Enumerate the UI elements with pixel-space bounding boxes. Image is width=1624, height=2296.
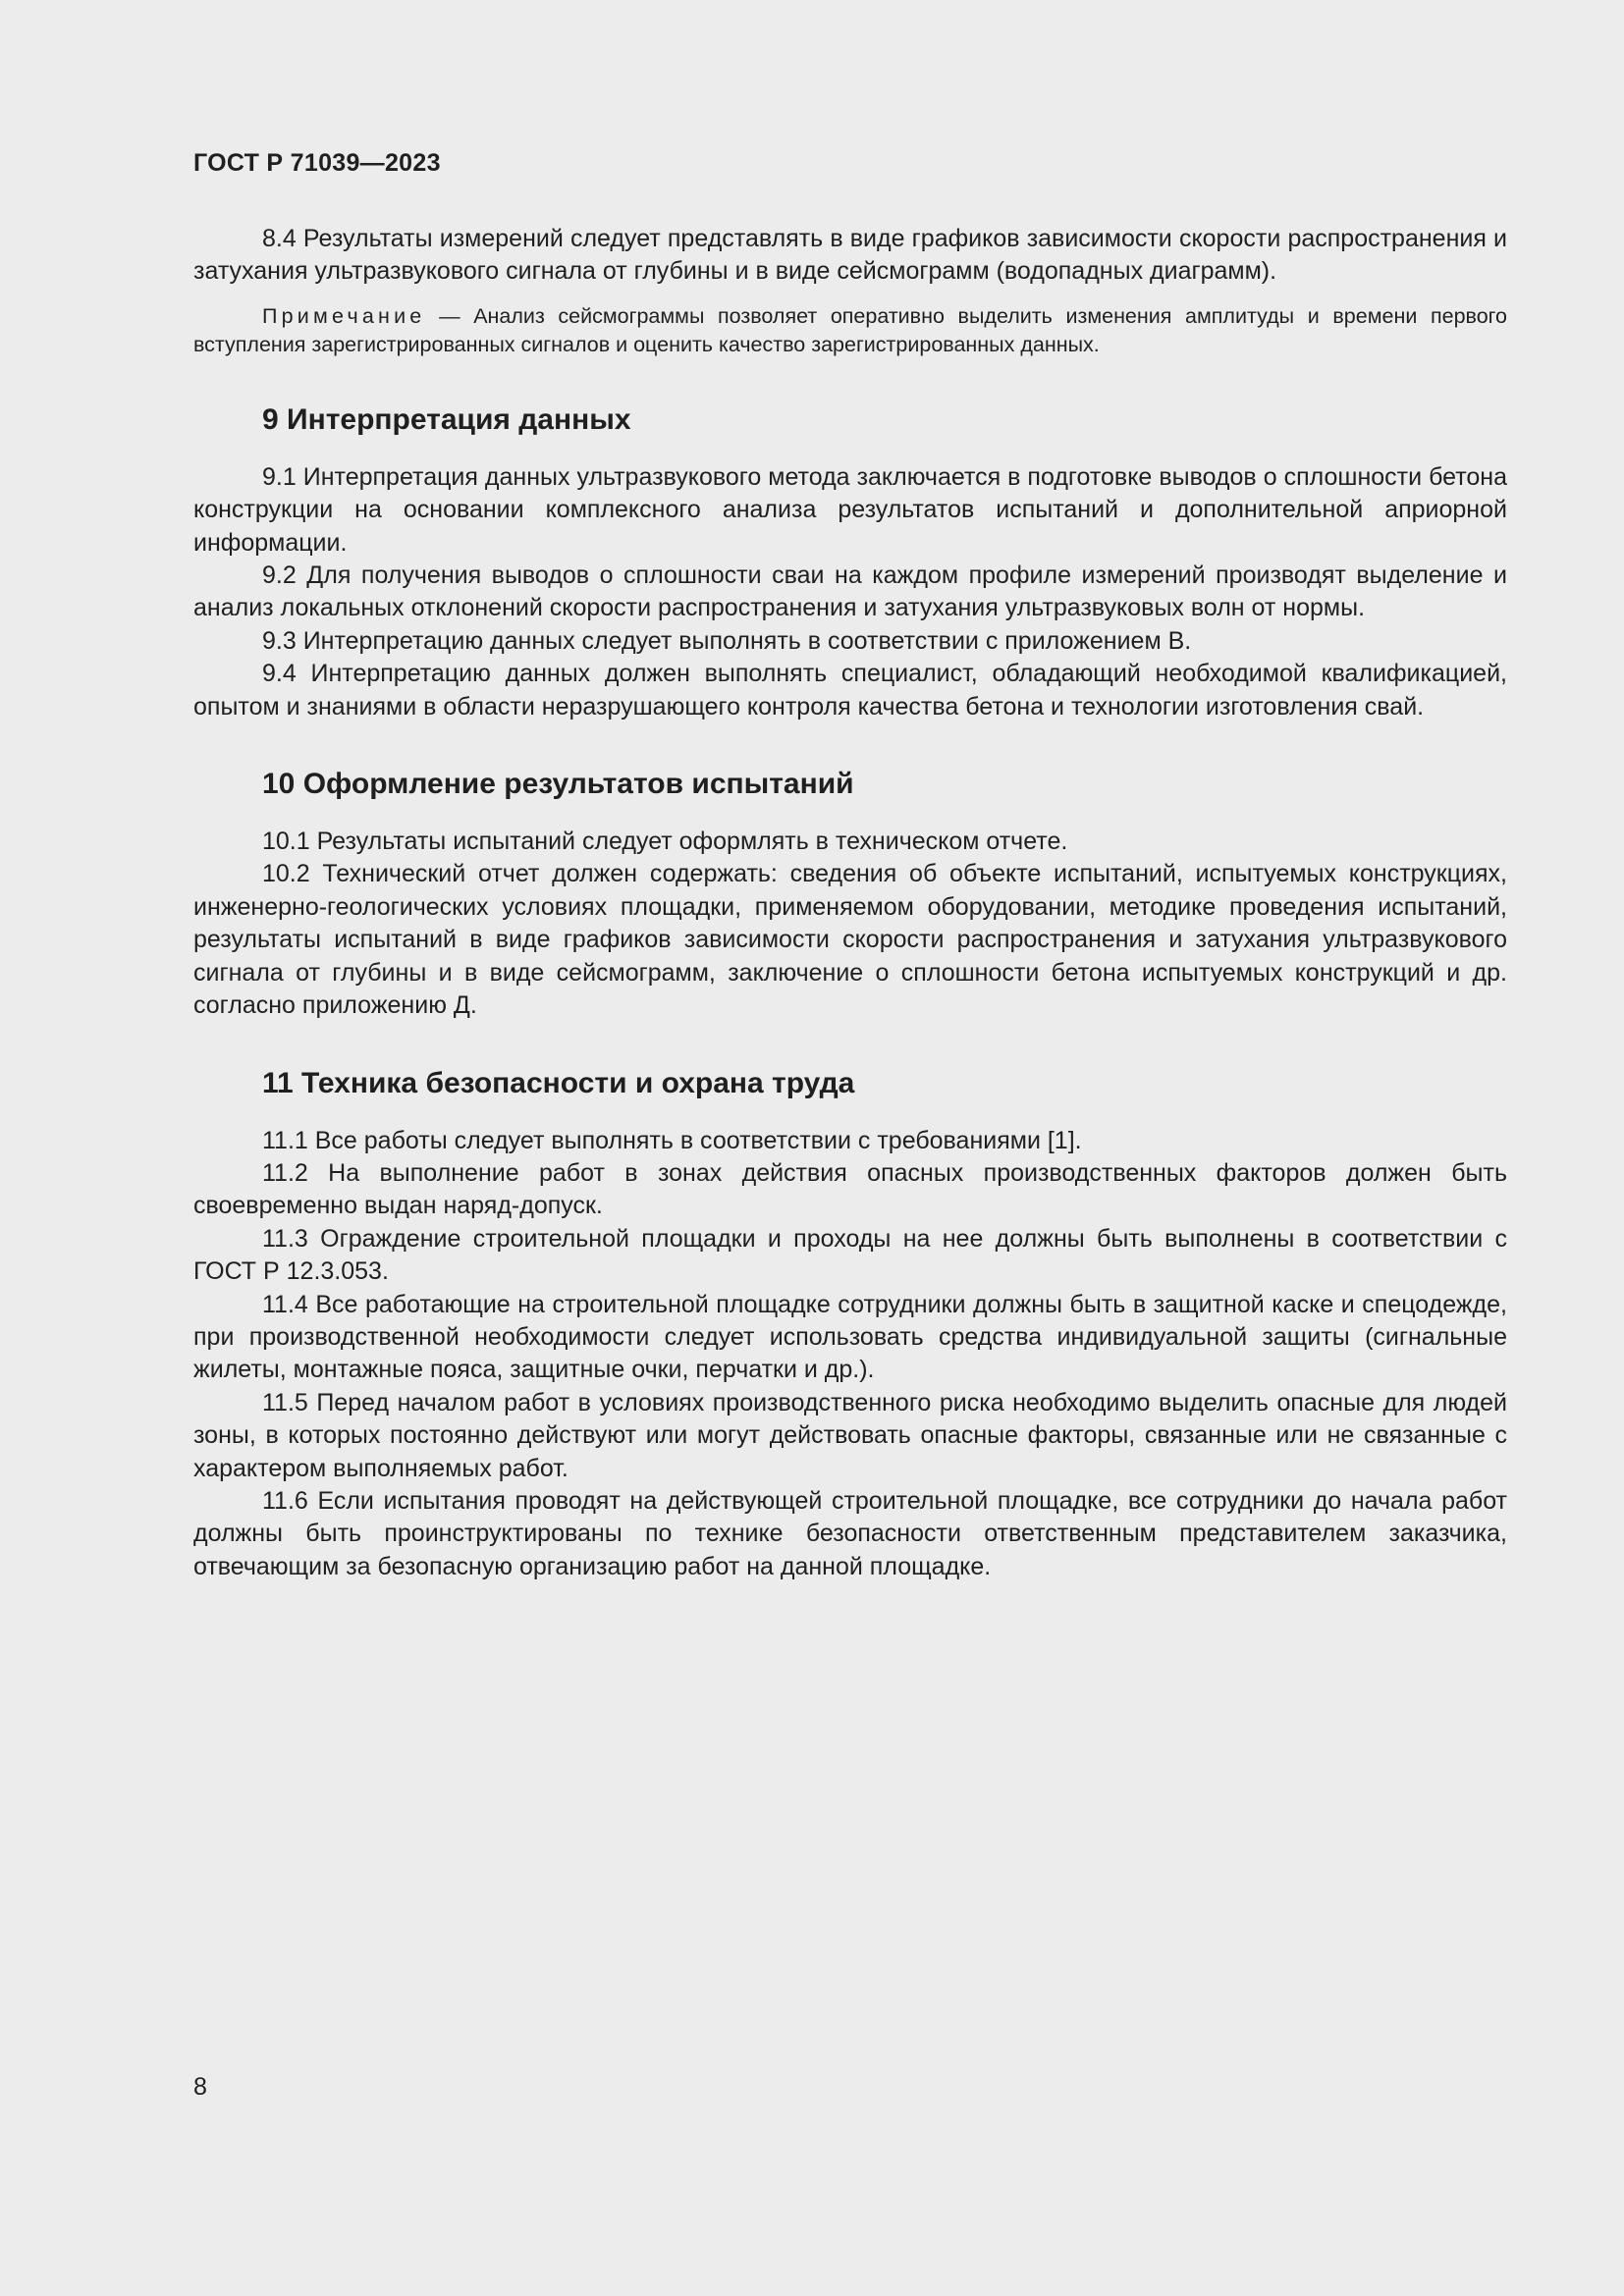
paragraph-10-2: 10.2 Технический отчет должен содержать: сведения об объекте испытаний, испытуемых конструкциях, инженерно-геологических условиях площадки, применяемом оборудовании, методике проведения испытаний, результаты испытаний в виде графиков зависимости скорости распространения и затухания ультразвукового сигнала от глубины и в виде сейсмограмм, заключение о сплошности бетона испытуемых конструкций и др. согласно приложению Д.: [193, 860, 1507, 1020]
paragraph-11-4: 11.4 Все работающие на строительной площадке сотрудники должны быть в защитной каске и спецодежде, при производственной необходимости следует использовать средства индивидуальной защиты (сигнальные жилеты, монтажные пояса, защитные очки, перчатки и др.).: [193, 1290, 1507, 1384]
page-number: 8: [193, 2073, 207, 2101]
note-label: Примечание: [262, 303, 426, 328]
document-body: [193, 223, 1507, 1583]
paragraph-10-1: 10.1 Результаты испытаний следует оформлять в техническом отчете.: [262, 828, 1068, 856]
section-9-heading: 9 Интерпретация данных: [262, 402, 631, 436]
section-10-heading: 10 Оформление результатов испытаний: [262, 768, 854, 801]
paragraph-11-3: 11.3 Ограждение строительной площадки и проходы на нее должны быть выполнены в соответствии с ГОСТ Р 12.3.053.: [193, 1224, 1507, 1286]
paragraph-9-2: 9.2 Для получения выводов о сплошности сваи на каждом профиле измерений производят выделение и анализ локальных отклонений скорости распространения и затухания ультразвуковых волн от нормы.: [193, 561, 1507, 622]
note: [193, 302, 1507, 359]
paragraph-11-5: 11.5 Перед началом работ в условиях производственного риска необходимо выделить опасные для людей зоны, в которых постоянно действуют или могут действовать опасные факторы, связанные или не связанные с характером выполняемых работ.: [193, 1388, 1507, 1482]
section-11-heading: 11 Техника безопасности и охрана труда: [262, 1066, 855, 1099]
note-text: — Анализ сейсмограммы позволяет оперативно выделить изменения амплитуды и времени первого вступления зарегистрированных сигналов и оценить качество зарегистрированных данных.: [193, 303, 1507, 356]
paragraph-11-1: 11.1 Все работы следует выполнять в соответствии с требованиями [1].: [262, 1126, 1082, 1154]
paragraph-11-6: 11.6 Если испытания проводят на действующей строительной площадке, все сотрудники до начала работ должны быть проинструктированы по технике безопасности ответственным представителем заказчика, отвечающим за безопасную организацию работ на данной площадке.: [193, 1486, 1507, 1580]
paragraph-9-1: 9.1 Интерпретация данных ультразвукового метода заключается в подготовке выводов о сплошности бетона конструкции на основании комплексного анализа результатов испытаний и дополнительной априорной информации.: [193, 462, 1507, 557]
paragraph-11-2: 11.2 На выполнение работ в зонах действия опасных производственных факторов должен быть своевременно выдан наряд-допуск.: [193, 1158, 1507, 1220]
document-code-header: ГОСТ Р 71039—2023: [193, 149, 441, 177]
paragraph-9-4: 9.4 Интерпретацию данных должен выполнять специалист, обладающий необходимой квалификацией, опытом и знаниями в области неразрушающего контроля качества бетона и технологии изготовления свай.: [193, 660, 1507, 721]
paragraph-8-4: 8.4 Результаты измерений следует представлять в виде графиков зависимости скорости распространения и затухания ультразвукового сигнала от глубины и в виде сейсмограмм (водопадных диаграмм).: [193, 225, 1507, 286]
paragraph-9-3: 9.3 Интерпретацию данных следует выполнять в соответствии с приложением В.: [262, 626, 1192, 655]
